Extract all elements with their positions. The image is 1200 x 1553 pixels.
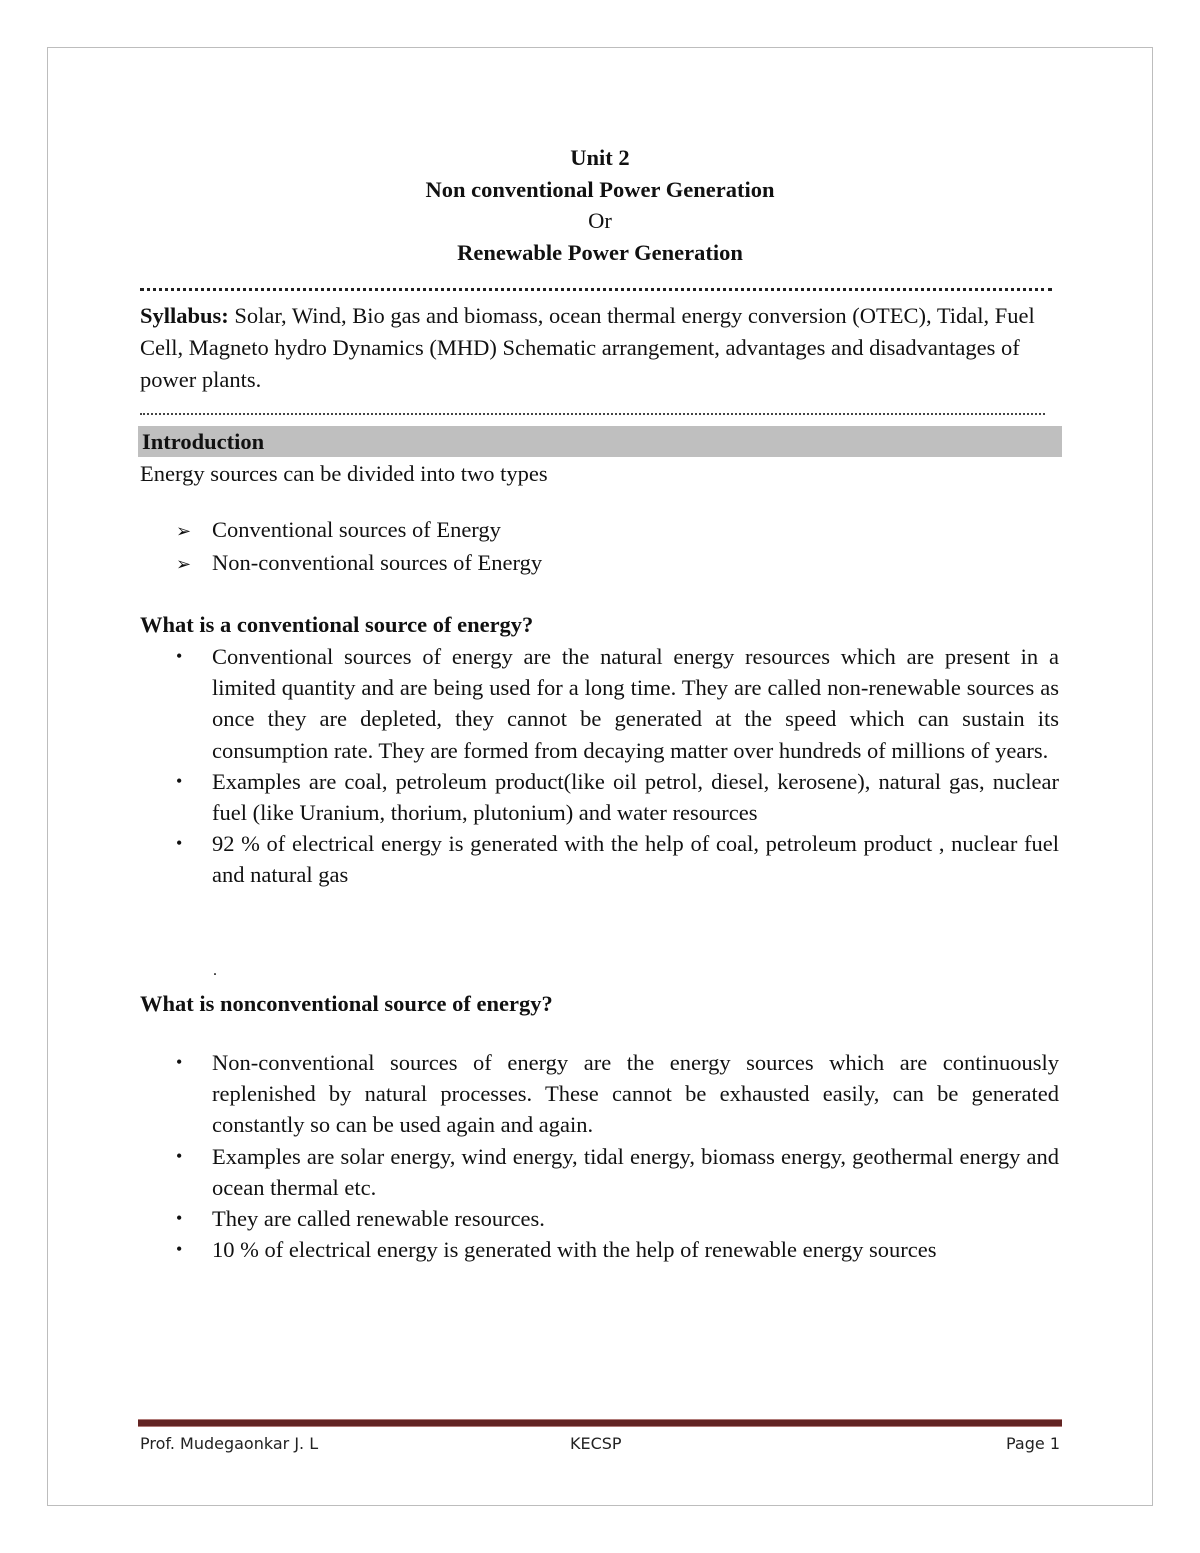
syllabus-label: Syllabus: — [140, 303, 229, 328]
introduction-section-bar — [138, 426, 1062, 457]
energy-types-list — [176, 514, 542, 580]
stray-period: . — [213, 962, 217, 979]
introduction-heading: Introduction — [142, 429, 265, 454]
footer-author: Prof. Mudegaonkar J. L — [140, 1434, 319, 1453]
nonconventional-bullets — [172, 1047, 1059, 1265]
alt-title: Renewable Power Generation — [457, 239, 743, 265]
list-item-text: Non-conventional sources of Energy — [212, 550, 543, 575]
list-item — [172, 1047, 1059, 1141]
footer-page-number: Page 1 — [1006, 1434, 1060, 1453]
arrow-bullet-icon: ➢ — [176, 521, 192, 541]
syllabus-text: Solar, Wind, Bio gas and biomass, ocean thermal energy conversion (OTEC), Tidal, Fuel Cell, Magneto hydro Dynamics (MHD) Schematic arrangement, advantages and disadvantages of power plants. — [140, 303, 1035, 392]
bullet-icon: • — [176, 646, 183, 666]
list-item — [172, 766, 1059, 828]
bullet-icon: • — [176, 770, 183, 791]
arrow-bullet-icon: ➢ — [176, 554, 192, 574]
list-item-text: Non-conventional sources of energy are the energy sources which are continuously replenished by natural processes. These cannot be exhausted easily, can be generated constantly so can be used again and again. — [212, 1050, 1059, 1138]
list-item — [172, 1203, 1059, 1234]
list-item-text: Conventional sources of energy are the natural energy resources which are present in a limited quantity and are being used for a long time. They are called non-renewable sources as once they are depleted, they cannot be generated at the speed which can sustain its consumption rate. They are formed from decaying matter over hundreds of millions of years. — [212, 644, 1059, 763]
bullet-icon: • — [176, 833, 183, 854]
list-item-text: They are called renewable resources. — [212, 1206, 545, 1232]
footer-rule — [138, 1419, 1062, 1427]
bullet-icon: • — [176, 1145, 183, 1166]
unit-title: Unit 2 — [570, 145, 630, 170]
syllabus-paragraph — [140, 300, 1040, 396]
list-item — [172, 641, 1059, 766]
footer-institution: KECSP — [570, 1434, 622, 1453]
conventional-bullets — [172, 641, 1059, 891]
list-item — [172, 828, 1059, 890]
bullet-icon: • — [176, 1052, 183, 1072]
list-item-text: 10 % of electrical energy is generated with the help of renewable energy sources — [212, 1237, 937, 1263]
title-or: Or — [588, 208, 612, 233]
introduction-lead: Energy sources can be divided into two types — [140, 461, 548, 486]
dotted-divider-bottom — [140, 413, 1045, 415]
list-item — [176, 547, 542, 580]
list-item-text: Examples are coal, petroleum product(like oil petrol, diesel, kerosene), natural gas, nuclear fuel (like Uranium, thorium, plutonium) and water resources — [212, 768, 1059, 826]
conventional-heading: What is a conventional source of energy? — [140, 612, 534, 637]
list-item-text: Examples are solar energy, wind energy, tidal energy, biomass energy, geothermal energy and ocean thermal etc. — [212, 1143, 1059, 1200]
title-block — [138, 142, 1062, 268]
bullet-icon: • — [176, 1239, 183, 1260]
list-item — [172, 1141, 1059, 1203]
main-title: Non conventional Power Generation — [425, 176, 775, 202]
list-item-text: Conventional sources of Energy — [212, 517, 501, 542]
bullet-icon: • — [176, 1208, 183, 1229]
nonconventional-heading: What is nonconventional source of energy? — [140, 991, 553, 1016]
list-item — [176, 514, 542, 547]
dotted-divider-top — [140, 288, 1052, 291]
list-item-text: 92 % of electrical energy is generated with the help of coal, petroleum product , nuclear fuel and natural gas — [212, 831, 1059, 888]
list-item — [172, 1234, 1059, 1265]
